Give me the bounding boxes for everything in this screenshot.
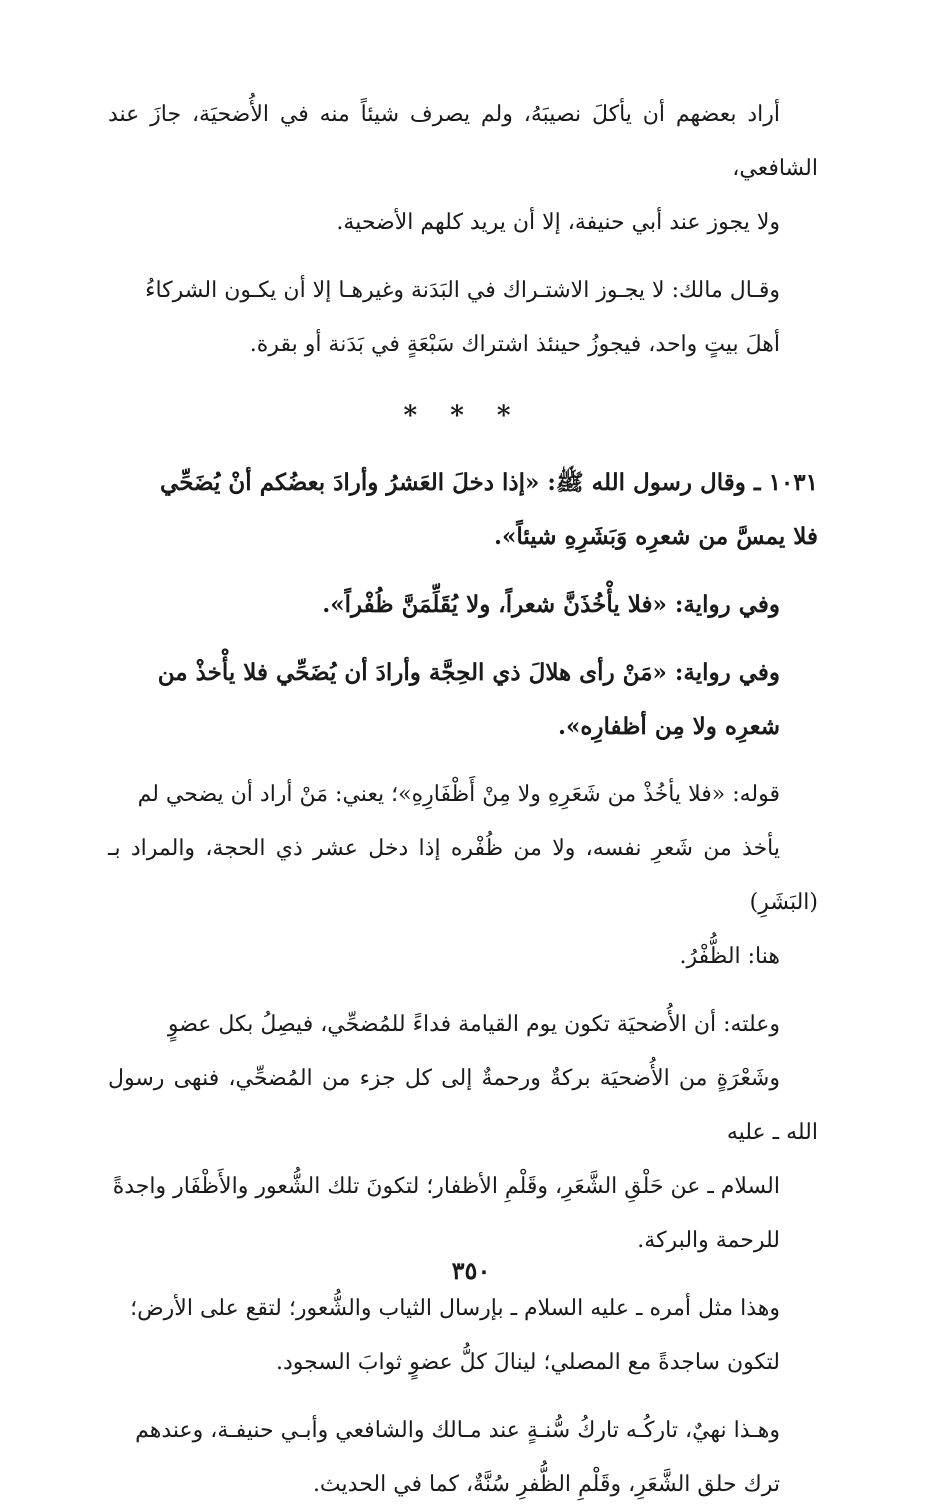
text-line: ترك حلق الشَّعَرِ، وقَلْمِ الظُّفرِ سُنَّةٌ، كما في الحديث. xyxy=(312,1472,780,1497)
text-line: وهـذا نهيٌ، تاركُـه تاركُ سُّنـةٍ عند مـالك والشافعي وأبـي حنيفـة، وعندهم xyxy=(135,1418,780,1443)
page-number: ٣٥٠ xyxy=(451,1256,491,1285)
text-line: وقـال مالك: لا يجـوز الاشتـراك في البَدَنة وغيرهـا إلا أن يكـون الشركاءُ xyxy=(145,278,780,303)
text-line: هنا: الظُّفْرُ. xyxy=(679,944,780,969)
page-body xyxy=(108,88,818,1512)
hadith-1031 xyxy=(108,456,818,564)
hadith-narration-2 xyxy=(108,578,818,632)
text-line: فلا يمسَّ من شعرِه وَبَشَرِهِ شيئاً». xyxy=(493,523,818,550)
text-line: وعلته: أن الأُضحيَة تكون يوم القيامة فداءً للمُضحِّي، فيصِلُ بكل عضوٍ xyxy=(167,1012,780,1037)
text-line: أهلَ بيتٍ واحد، فيجوزُ حينئذ اشتراك سَبْعَةٍ في بَدَنة أو بقرة. xyxy=(249,332,780,357)
text-line: يأخذ من شَعرِ نفسه، ولا من ظُفْره إذا دخل عشر ذي الحجة، والمراد بـ (البَشَرِ) xyxy=(108,836,818,915)
paragraph-partnership-shafii xyxy=(108,88,818,250)
section-separator: * * * xyxy=(403,401,523,431)
text-line: وفي رواية: «فلا يأْخُذَنَّ شعراً، ولا يُقَلِّمَنَّ ظُفْراً». xyxy=(322,591,780,618)
commentary-explanation xyxy=(108,768,818,984)
commentary-analogy xyxy=(108,1282,818,1390)
text-line: ١٠٣١ ـ وقال رسول الله ﷺ: «إذا دخلَ العَشرُ وأرادَ بعضُكم أنْ يُضَحِّي xyxy=(160,469,818,496)
text-line: لتكون ساجدةً مع المصلي؛ لينالَ كلُّ عضوٍ ثوابَ السجود. xyxy=(276,1350,780,1375)
text-line: السلام ـ عن حَلْقِ الشَّعَرِ، وقَلْمِ الأظفار؛ لتكونَ تلك الشُّعور والأَظْفَار واجدةً xyxy=(112,1174,780,1199)
hadith-narration-3 xyxy=(108,646,818,754)
commentary-reason xyxy=(108,998,818,1268)
paragraph-malik-opinion xyxy=(108,264,818,372)
text-line: وشَعْرَةٍ من الأُضحيَة بركةٌ ورحمةٌ إلى كل جزء من المُضحِّي، فنهى رسول الله ـ عليه xyxy=(108,1066,818,1145)
text-line: قوله: «فلا يأخُذْ من شَعَرِهِ ولا مِنْ أَظْفَارِهِ»؛ يعني: مَنْ أراد أن يضحي لم xyxy=(137,782,780,807)
text-line: وفي رواية: «مَنْ رأى هلالَ ذي الحِجَّة وأرادَ أن يُضَحِّي فلا يأْخذْ من xyxy=(157,659,780,686)
text-line: شعرِه ولا مِن أظفارِه». xyxy=(557,713,780,740)
text-line: ولا يجوز عند أبي حنيفة، إلا أن يريد كلهم الأضحية. xyxy=(336,210,780,235)
commentary-ruling xyxy=(108,1404,818,1512)
text-line: وهذا مثل أمره ـ عليه السلام ـ بإرسال الثياب والشُّعور؛ لتقع على الأرض؛ xyxy=(130,1296,780,1321)
text-line: أراد بعضهم أن يأكلَ نصيبَهُ، ولم يصرف شيئاً منه في الأُضحيَة، جازَ عند الشافعي، xyxy=(108,102,818,181)
text-line: للرحمة والبركة. xyxy=(637,1228,780,1253)
